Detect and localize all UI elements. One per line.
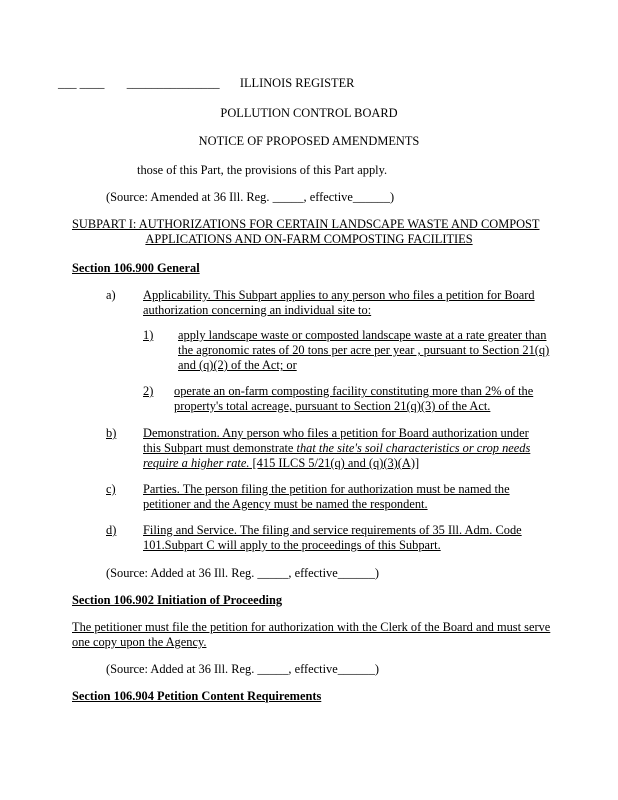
paragraph-line: Applicability. This Subpart applies to any person who files a petition for Board <box>143 288 535 302</box>
subpart-heading-line1: SUBPART I: AUTHORIZATIONS FOR CERTAIN LANDSCAPE WASTE AND COMPOST <box>72 217 540 231</box>
source-mid: , effective <box>288 662 338 676</box>
section-heading: Section 106.902 Initiation of Proceeding <box>72 593 283 607</box>
header-blank-left: ___ ____ <box>58 76 105 90</box>
register-title: ILLINOIS REGISTER <box>239 76 355 90</box>
source-suffix: ) <box>374 662 380 676</box>
paragraph-line: Demonstration. Any person who files a petition for Board authorization under <box>143 426 529 440</box>
item-label: 1) <box>143 328 154 342</box>
paragraph-line <box>143 441 530 456</box>
paragraph-line: operate an on-farm composting facility constituting more than 2% of the <box>174 384 534 398</box>
source-prefix: (Source: Amended at 36 Ill. Reg. <box>106 190 273 204</box>
source-prefix: (Source: Added at 36 Ill. Reg. <box>106 566 258 580</box>
source-added <box>106 566 379 581</box>
source-mid: , effective <box>303 190 353 204</box>
paragraph-line: 101.Subpart C will apply to the proceedings of this Subpart. <box>143 538 441 552</box>
paragraph-line: petitioner and the Agency must be named the respondent. <box>143 497 428 511</box>
source-blank: ______ <box>337 566 375 580</box>
section-heading: Section 106.904 Petition Content Requirements <box>72 689 322 703</box>
notice-title: NOTICE OF PROPOSED AMENDMENTS <box>198 134 420 148</box>
paragraph-line: property's total acreage, pursuant to Section 21(q)(3) of the Act. <box>174 399 491 413</box>
paragraph-line: and (q)(2) of the Act; or <box>178 358 297 372</box>
plain-text: this Subpart must demonstrate <box>143 441 297 455</box>
paragraph-line: authorization concerning an individual site to: <box>143 303 372 317</box>
section-heading: Section 106.900 General <box>72 261 200 275</box>
source-suffix: ) <box>390 190 395 204</box>
statutory-italic-text: require a higher rate. <box>143 456 250 470</box>
item-label: 2) <box>143 384 154 398</box>
paragraph-line <box>143 456 419 471</box>
subpart-heading-line2: APPLICATIONS AND ON-FARM COMPOSTING FACILITIES <box>145 232 473 246</box>
statutory-italic-text: that the site's soil characteristics or crop needs <box>296 441 531 455</box>
source-blank: _____ <box>257 662 289 676</box>
citation-text: [415 ILCS 5/21(q) and (q)(3)(A)] <box>249 456 420 470</box>
paragraph-line: The petitioner must file the petition for authorization with the Clerk of the Board and must serve <box>72 620 551 634</box>
source-blank: ______ <box>352 190 391 204</box>
item-label: a) <box>106 288 116 302</box>
source-blank: _____ <box>257 566 289 580</box>
paragraph-line: apply landscape waste or composted landscape waste at a rate greater than <box>178 328 547 342</box>
source-blank: _____ <box>272 190 304 204</box>
paragraph-line: Filing and Service. The filing and service requirements of 35 Ill. Adm. Code <box>143 523 522 537</box>
source-mid: , effective <box>288 566 338 580</box>
header-blank-mid: _______________ <box>126 76 220 90</box>
item-label: d) <box>106 523 117 537</box>
source-amended <box>106 190 394 205</box>
header-line <box>58 76 354 91</box>
item-label: b) <box>106 426 117 440</box>
source-added <box>106 662 379 677</box>
continuation-text: those of this Part, the provisions of this Part apply. <box>137 163 388 177</box>
paragraph-line: the agronomic rates of 20 tons per acre per year , pursuant to Section 21(q) <box>178 343 550 357</box>
board-title: POLLUTION CONTROL BOARD <box>220 106 398 120</box>
item-label: c) <box>106 482 116 496</box>
source-prefix: (Source: Added at 36 Ill. Reg. <box>106 662 258 676</box>
paragraph-line: one copy upon the Agency. <box>72 635 207 649</box>
source-suffix: ) <box>374 566 380 580</box>
paragraph-line: Parties. The person filing the petition for authorization must be named the <box>143 482 510 496</box>
source-blank: ______ <box>337 662 375 676</box>
